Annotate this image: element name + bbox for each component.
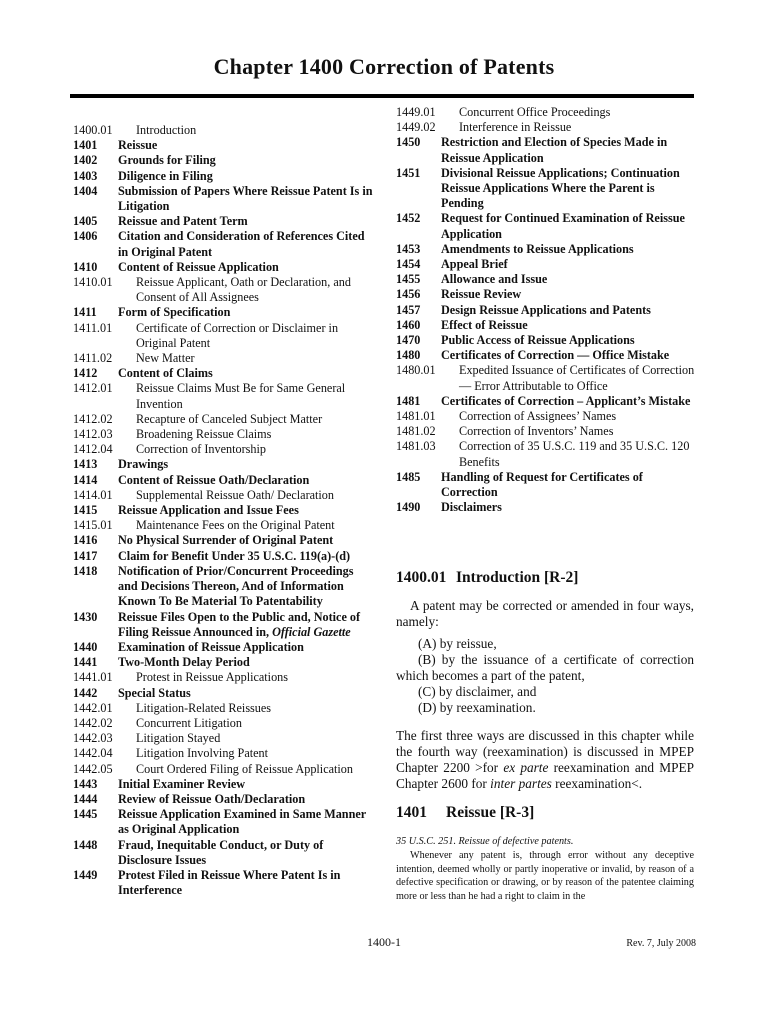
toc-entry[interactable] [73, 184, 373, 214]
toc-entry[interactable] [73, 838, 373, 868]
toc-entry-title: Reissue [118, 138, 158, 153]
toc-entry[interactable] [73, 777, 373, 792]
toc-entry-number: 1404 [73, 183, 98, 198]
toc-entry-number: 1470 [396, 333, 421, 348]
toc-entry-title: Broadening Reissue Claims [136, 427, 272, 442]
toc-entry-number: 1402 [73, 153, 98, 168]
toc-entry-number: 1410.01 [73, 275, 113, 290]
toc-entry-number: 1490 [396, 500, 421, 515]
para-text-2: reexamination and MPEP Chapter 2600 for [396, 760, 694, 791]
toc-entry-number: 1417 [73, 548, 98, 563]
toc-entry[interactable] [73, 701, 373, 716]
toc-entry-title: Diligence in Filing [118, 168, 213, 183]
toc-entry[interactable] [73, 381, 373, 411]
toc-entry[interactable] [396, 287, 696, 302]
toc-entry-title: Grounds for Filing [118, 153, 216, 168]
toc-entry-title: Litigation Involving Patent [136, 746, 269, 761]
toc-entry-title: Restriction and Election of Species Made in Reissue Application [441, 135, 668, 165]
toc-entry-number: 1415.01 [73, 518, 113, 533]
toc-entry[interactable] [73, 503, 373, 518]
toc-entry-title: Correction of 35 U.S.C. 119 and 35 U.S.C. 120 Benefits [459, 439, 690, 469]
toc-entry-number: 1442.01 [73, 700, 113, 715]
statute-title: 35 U.S.C. 251. Reissue of defective patents. [396, 836, 574, 847]
para-italic-2: inter partes [490, 776, 552, 791]
toc-entry-title: Litigation Stayed [136, 731, 221, 746]
para-italic-1: ex parte [503, 760, 549, 775]
toc-entry-number: 1445 [73, 807, 98, 822]
toc-entry-number: 1449.02 [396, 120, 436, 135]
toc-entry-title: Recapture of Canceled Subject Matter [136, 411, 323, 426]
toc-entry[interactable] [73, 549, 373, 564]
toc-entry[interactable] [73, 564, 373, 610]
toc-entry[interactable] [73, 807, 373, 837]
toc-entry-title: Appeal Brief [441, 257, 508, 272]
toc-entry-title: Notification of Prior/Concurrent Proceedings and Decisions Thereon, And of Information Known To Be Material To Patentability [118, 563, 354, 609]
toc-entry-title: Expedited Issuance of Certificates of Correction — Error Attributable to Office [459, 363, 695, 393]
toc-entry-number: 1442.05 [73, 761, 113, 776]
section-title: Reissue [R-3] [446, 804, 535, 821]
toc-entry-title: Divisional Reissue Applications; Continuation Reissue Applications Where the Parent is Pending [441, 165, 680, 211]
toc-entry-number: 1481.02 [396, 424, 436, 439]
toc-entry-title: Court Ordered Filing of Reissue Application [136, 761, 353, 776]
toc-entry-number: 1403 [73, 168, 98, 183]
toc-entry-number: 1441.01 [73, 670, 113, 685]
toc-entry[interactable] [396, 242, 696, 257]
toc-right-column [396, 105, 696, 515]
toc-entry-title: Disclaimers [441, 500, 502, 515]
toc-entry[interactable] [73, 533, 373, 548]
toc-entry[interactable] [396, 409, 696, 424]
toc-entry[interactable] [73, 366, 373, 381]
toc-entry-number: 1454 [396, 257, 421, 272]
section-number: 1400.01 [396, 569, 447, 586]
toc-entry-number: 1480.01 [396, 363, 436, 378]
toc-entry-number: 1412.03 [73, 427, 113, 442]
toc-entry-number: 1442 [73, 685, 98, 700]
toc-entry-title: Review of Reissue Oath/Declaration [118, 791, 306, 806]
intro-paragraph: A patent may be corrected or amended in four ways, namely: [396, 598, 694, 629]
toc-entry[interactable] [73, 670, 373, 685]
toc-entry[interactable] [73, 762, 373, 777]
toc-entry[interactable] [73, 351, 373, 366]
toc-entry-title: Supplemental Reissue Oath/ Declaration [136, 487, 334, 502]
toc-entry-number: 1412.02 [73, 411, 113, 426]
toc-entry[interactable] [396, 424, 696, 439]
toc-entry-number: 1406 [73, 229, 98, 244]
toc-entry-number: 1401 [73, 138, 98, 153]
toc-entry-number: 1441 [73, 655, 98, 670]
list-item-b: (B) by the issuance of a certificate of correction which becomes a part of the patent, [396, 652, 694, 683]
toc-entry-number: 1413 [73, 457, 98, 472]
toc-entry-title: Special Status [118, 685, 191, 700]
toc-entry[interactable] [73, 321, 373, 351]
toc-entry-number: 1451 [396, 165, 421, 180]
toc-entry-number: 1411 [73, 305, 97, 320]
toc-entry-number: 1443 [73, 776, 98, 791]
toc-entry-title: Correction of Inventorship [136, 442, 266, 457]
toc-entry-title: Certificates of Correction — Office Mistake [441, 348, 670, 363]
toc-entry-title: Concurrent Office Proceedings [459, 105, 611, 119]
toc-left-column [73, 123, 373, 898]
toc-entry-title: Amendments to Reissue Applications [441, 241, 634, 256]
toc-entry-number: 1455 [396, 272, 421, 287]
toc-entry-number: 1412 [73, 366, 98, 381]
toc-entry-title: Examination of Reissue Application [118, 639, 304, 654]
toc-entry[interactable] [73, 473, 373, 488]
toc-entry-number: 1444 [73, 791, 98, 806]
toc-entry-number: 1449 [73, 867, 98, 882]
toc-entry-title: Reissue Claims Must Be for Same General Invention [136, 381, 346, 411]
toc-entry-title: Reissue Applicant, Oath or Declaration, and Consent of All Assignees [136, 275, 351, 305]
toc-entry-number: 1411.02 [73, 351, 113, 366]
toc-entry-title: Drawings [118, 457, 169, 472]
page-title: Chapter 1400 Correction of Patents [213, 54, 555, 79]
toc-entry-number: 1405 [73, 214, 98, 229]
toc-entry[interactable] [396, 348, 696, 363]
toc-entry-title: Introduction [136, 123, 197, 137]
toc-entry[interactable] [73, 427, 373, 442]
toc-entry[interactable] [73, 153, 373, 168]
title-rule [70, 94, 694, 98]
page-number: 1400-1 [367, 935, 401, 949]
toc-entry-number: 1481.01 [396, 409, 436, 424]
toc-entry-title: Initial Examiner Review [118, 776, 246, 791]
toc-entry[interactable] [73, 610, 373, 640]
toc-entry-title: Form of Specification [118, 305, 231, 320]
toc-entry[interactable] [73, 686, 373, 701]
toc-entry-number: 1481 [396, 393, 421, 408]
toc-entry-title: Reissue and Patent Term [118, 214, 248, 229]
toc-entry[interactable] [73, 305, 373, 320]
toc-entry[interactable] [396, 120, 696, 135]
toc-entry-title: Litigation-Related Reissues [136, 700, 272, 715]
toc-entry-number: 1452 [396, 211, 421, 226]
toc-entry-title: Design Reissue Applications and Patents [441, 302, 651, 317]
toc-entry-title: Protest in Reissue Applications [136, 670, 288, 685]
toc-entry[interactable] [73, 275, 373, 305]
toc-entry-title: Handling of Request for Certificates of Correction [441, 469, 643, 500]
toc-entry-number: 1448 [73, 837, 98, 852]
para-text-1: The first three ways are discussed in this chapter while the fourth way (reexamination) is discussed in MPEP Chapter 2200 >for [396, 728, 694, 775]
toc-entry[interactable] [73, 746, 373, 761]
toc-entry-title: Citation and Consideration of References Cited in Original Patent [118, 229, 365, 259]
toc-entry[interactable] [73, 488, 373, 503]
toc-entry-number: 1440 [73, 639, 98, 654]
statute-text: Whenever any patent is, through error without any deceptive intention, deemed wholly or partly inoperative or invalid, by reason of a defective specification or drawing, or by reason of the patentee claiming more or less than he had a right to claim in the [396, 849, 694, 903]
toc-entry[interactable] [73, 868, 373, 898]
toc-entry[interactable] [396, 272, 696, 287]
toc-entry[interactable] [396, 333, 696, 348]
toc-entry[interactable] [73, 260, 373, 275]
toc-entry[interactable] [396, 363, 696, 393]
toc-entry-title: Allowance and Issue [441, 272, 548, 287]
toc-entry-title: Protest Filed in Reissue Where Patent Is in Interference [118, 867, 341, 898]
toc-entry[interactable] [396, 470, 696, 500]
toc-entry-title: Content of Reissue Application [118, 259, 279, 274]
section-title: Introduction [R-2] [456, 569, 579, 586]
toc-entry-number: 1442.03 [73, 731, 113, 746]
toc-entry-title: Submission of Papers Where Reissue Patent Is in Litigation [118, 183, 373, 214]
toc-entry[interactable] [396, 105, 696, 120]
toc-entry[interactable] [396, 135, 696, 165]
toc-entry-number: 1453 [396, 241, 421, 256]
toc-entry-title: New Matter [136, 351, 195, 366]
toc-entry-number: 1412.04 [73, 442, 113, 457]
toc-entry-title: Two-Month Delay Period [118, 655, 250, 670]
toc-entry[interactable] [73, 442, 373, 457]
toc-entry-number: 1411.01 [73, 320, 113, 335]
list-item-c: (C) by disclaimer, and [418, 684, 537, 699]
toc-entry-title: Certificate of Correction or Disclaimer in Original Patent [136, 320, 339, 350]
section-1401-heading [396, 804, 534, 822]
toc-entry[interactable] [73, 229, 373, 259]
toc-entry[interactable] [396, 211, 696, 241]
toc-entry-title: Certificates of Correction – Applicant’s Mistake [441, 393, 691, 408]
toc-entry-number: 1412.01 [73, 381, 113, 396]
toc-entry-title-italic: Official Gazette [272, 624, 351, 639]
section-number: 1401 [396, 804, 427, 821]
toc-entry-number: 1460 [396, 317, 421, 332]
toc-entry[interactable] [73, 169, 373, 184]
chapter-reference-paragraph [396, 728, 694, 792]
statute-excerpt [396, 835, 694, 904]
toc-entry[interactable] [396, 439, 696, 469]
toc-entry-number: 1442.04 [73, 746, 113, 761]
toc-entry-number: 1480 [396, 348, 421, 363]
toc-entry-title: Reissue Application Examined in Same Manner as Original Application [118, 807, 366, 837]
toc-entry[interactable] [73, 640, 373, 655]
toc-entry-title: Claim for Benefit Under 35 U.S.C. 119(a)-(d) [118, 548, 351, 563]
toc-entry[interactable] [73, 655, 373, 670]
toc-entry-title: Public Access of Reissue Applications [441, 333, 635, 348]
revision-note: Rev. 7, July 2008 [626, 938, 696, 949]
toc-entry-number: 1430 [73, 609, 98, 624]
toc-entry[interactable] [73, 412, 373, 427]
toc-entry-title: Maintenance Fees on the Original Patent [136, 518, 335, 533]
toc-entry-title: Reissue Review [441, 287, 522, 302]
toc-entry-title: Correction of Assignees’ Names [459, 409, 617, 424]
toc-entry[interactable] [73, 716, 373, 731]
toc-entry[interactable] [396, 257, 696, 272]
toc-entry-number: 1450 [396, 135, 421, 150]
section-1400-01-heading [396, 569, 578, 587]
list-item-a: (A) by reissue, [418, 636, 497, 651]
toc-entry-title: Correction of Inventors’ Names [459, 424, 614, 439]
toc-entry-number: 1442.02 [73, 715, 113, 730]
toc-entry-number: 1414.01 [73, 487, 113, 502]
toc-entry[interactable] [396, 303, 696, 318]
toc-entry[interactable] [73, 123, 373, 138]
toc-entry-number: 1418 [73, 563, 98, 578]
toc-entry-title: Concurrent Litigation [136, 715, 242, 730]
toc-entry-title: Fraud, Inequitable Conduct, or Duty of Disclosure Issues [118, 837, 324, 867]
list-item-d: (D) by reexamination. [418, 700, 536, 715]
toc-entry[interactable] [73, 731, 373, 746]
toc-entry-title: Interference in Reissue [459, 120, 572, 135]
toc-entry-title: Content of Claims [118, 366, 213, 381]
toc-entry-title: Reissue Application and Issue Fees [118, 503, 299, 518]
toc-entry-title: Content of Reissue Oath/Declaration [118, 472, 310, 487]
toc-entry[interactable] [396, 394, 696, 409]
toc-entry-number: 1416 [73, 533, 98, 548]
toc-entry-number: 1410 [73, 259, 98, 274]
para-text-3: reexamination<. [551, 776, 643, 791]
toc-entry-title: Reissue Files Open to the Public and, Notice of Filing Reissue Announced in, Official Gazette [118, 609, 361, 639]
toc-entry[interactable] [73, 518, 373, 533]
toc-entry[interactable] [396, 166, 696, 212]
toc-entry[interactable] [73, 457, 373, 472]
section-1400-01-body [396, 598, 694, 792]
toc-entry-number: 1485 [396, 469, 421, 484]
toc-entry[interactable] [396, 318, 696, 333]
toc-entry[interactable] [73, 214, 373, 229]
toc-entry[interactable] [73, 138, 373, 153]
toc-entry[interactable] [73, 792, 373, 807]
toc-entry-title: No Physical Surrender of Original Patent [118, 533, 334, 548]
toc-entry-title: Effect of Reissue [441, 317, 528, 332]
toc-entry[interactable] [396, 500, 696, 515]
toc-entry-title: Request for Continued Examination of Reissue Application [441, 211, 685, 241]
toc-entry-number: 1456 [396, 287, 421, 302]
toc-entry-number: 1457 [396, 302, 421, 317]
toc-entry-number: 1449.01 [396, 105, 436, 119]
toc-entry-number: 1400.01 [73, 123, 113, 137]
toc-entry-number: 1415 [73, 503, 98, 518]
toc-entry-number: 1414 [73, 472, 98, 487]
toc-entry-number: 1481.03 [396, 439, 436, 454]
